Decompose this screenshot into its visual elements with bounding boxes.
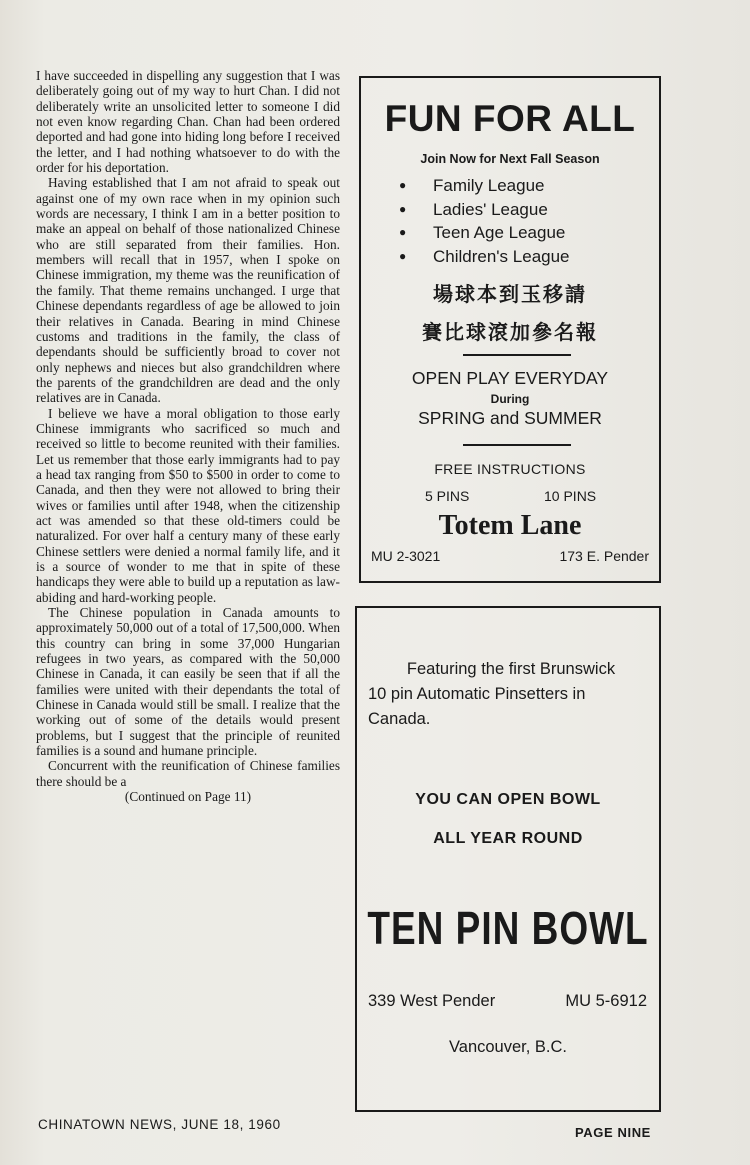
league-item: ● Teen Age League [399, 221, 570, 245]
featuring-line: Canada. [368, 710, 431, 728]
featuring-line: 10 pin Automatic Pinsetters in [368, 685, 586, 703]
open-play-text: OPEN PLAY EVERYDAY [411, 368, 609, 388]
article-column [36, 68, 340, 805]
featuring-text [368, 657, 654, 732]
divider [463, 354, 571, 356]
season-text: SPRING and SUMMER [418, 408, 602, 428]
chinese-text-line-2: 賽比球滾加參名報 [422, 320, 598, 344]
address: 173 E. Pender [559, 548, 649, 564]
article-paragraph-4: The Chinese population in Canada amounts to approximately 50,000 out of a total of 17,500,000. When this country can bring in some 37,000 Hungarian refugees in two years, as compared with the 50,000 Chinese in Canada, it can easily be seen that if all the families were united with their dependants the total of Chinese in Canada would still be small. I realize that the working out of some of the details would present problems, but I suggest that the principle of reunited families is a sound and humane principle. [36, 605, 340, 759]
ten-pins: 10 PINS [544, 488, 597, 504]
during-text: During [490, 392, 530, 406]
featuring-line: Featuring the first Brunswick [406, 660, 616, 678]
league-item: ● Ladies' League [399, 198, 570, 222]
divider [463, 444, 571, 446]
league-list [399, 174, 570, 268]
business-name: Totem Lane [438, 510, 582, 541]
business-name: TEN PIN BOWL [367, 902, 649, 954]
join-note: Join Now for Next Fall Season [420, 152, 600, 166]
continued-note: (Continued on Page 11) [124, 789, 252, 805]
address: 339 West Pender [368, 992, 496, 1010]
article-paragraph-2: Having established that I am not afraid to speak out against one of my own race when in my opinion such words are necessary, I think I am in a better position to make an appeal on behalf of those nationalized Chinese who are still separated from their families. Hon. members will recall that in 1957, when I spoke on Chinese immigration, my theme was the reunification of the family. That theme remains unchanged. I urge that Chinese dependants regardless of age be allowed to join their relatives in Canada. Bearing in mind Chinese customs and traditions in the family, the class of dependants should be sufficiently broad to cover not only nephews and nieces but also grandchildren where the parents of the grandchildren are dead and the only relatives are in Canada. [36, 175, 340, 406]
league-item: ● Family League [399, 174, 570, 198]
article-paragraph-1: I have succeeded in dispelling any suggestion that I was deliberately going out of my way to hurt Chan. I did not deliberately write an unsolicited letter to someone I did not even know regarding Chan. Chan had been ordered deported and had gone into hiding long before I received the letter, and I had nothing whatsoever to do with the order for his deportation. [36, 68, 340, 176]
article-paragraph-5: Concurrent with the reunification of Chinese families there should be a [36, 758, 340, 789]
open-bowl-text: YOU CAN OPEN BOWL [415, 791, 601, 808]
page-number: PAGE NINE [575, 1125, 651, 1140]
five-pins: 5 PINS [425, 488, 470, 504]
article-paragraph-3: I believe we have a moral obligation to those early Chinese immigrants who sacrificed so much and received so little to become reunited with their families. Let us remember that those early immigrants had to pay a head tax ranging from $50 to $500 in order to come to Canada, and then they were not allowed to bring their wives or families until after 1948, when the citizenship act was amended so that these old-timers could be naturalized. For over half a century many of these early Chinese settlers were denied a normal family life, and it is a source of wonder to me that in spite of these handicaps they were able to build up a reputation as law-abiding and hard-working people. [36, 405, 340, 605]
ad-headline: FUN FOR ALL [384, 98, 636, 139]
free-instructions: FREE INSTRUCTIONS [434, 461, 586, 477]
phone-number: MU 2-3021 [371, 548, 441, 564]
phone-number: MU 5-6912 [565, 992, 647, 1010]
all-year-text: ALL YEAR ROUND [433, 830, 583, 847]
city: Vancouver, B.C. [448, 1038, 567, 1056]
publication-footer: CHINATOWN NEWS, JUNE 18, 1960 [38, 1117, 281, 1132]
totem-lane-ad [359, 76, 661, 583]
ten-pin-bowl-ad [355, 606, 661, 1112]
league-item: ● Children's League [399, 245, 570, 269]
chinese-text-line-1: 場球本到玉移請 [433, 282, 587, 306]
